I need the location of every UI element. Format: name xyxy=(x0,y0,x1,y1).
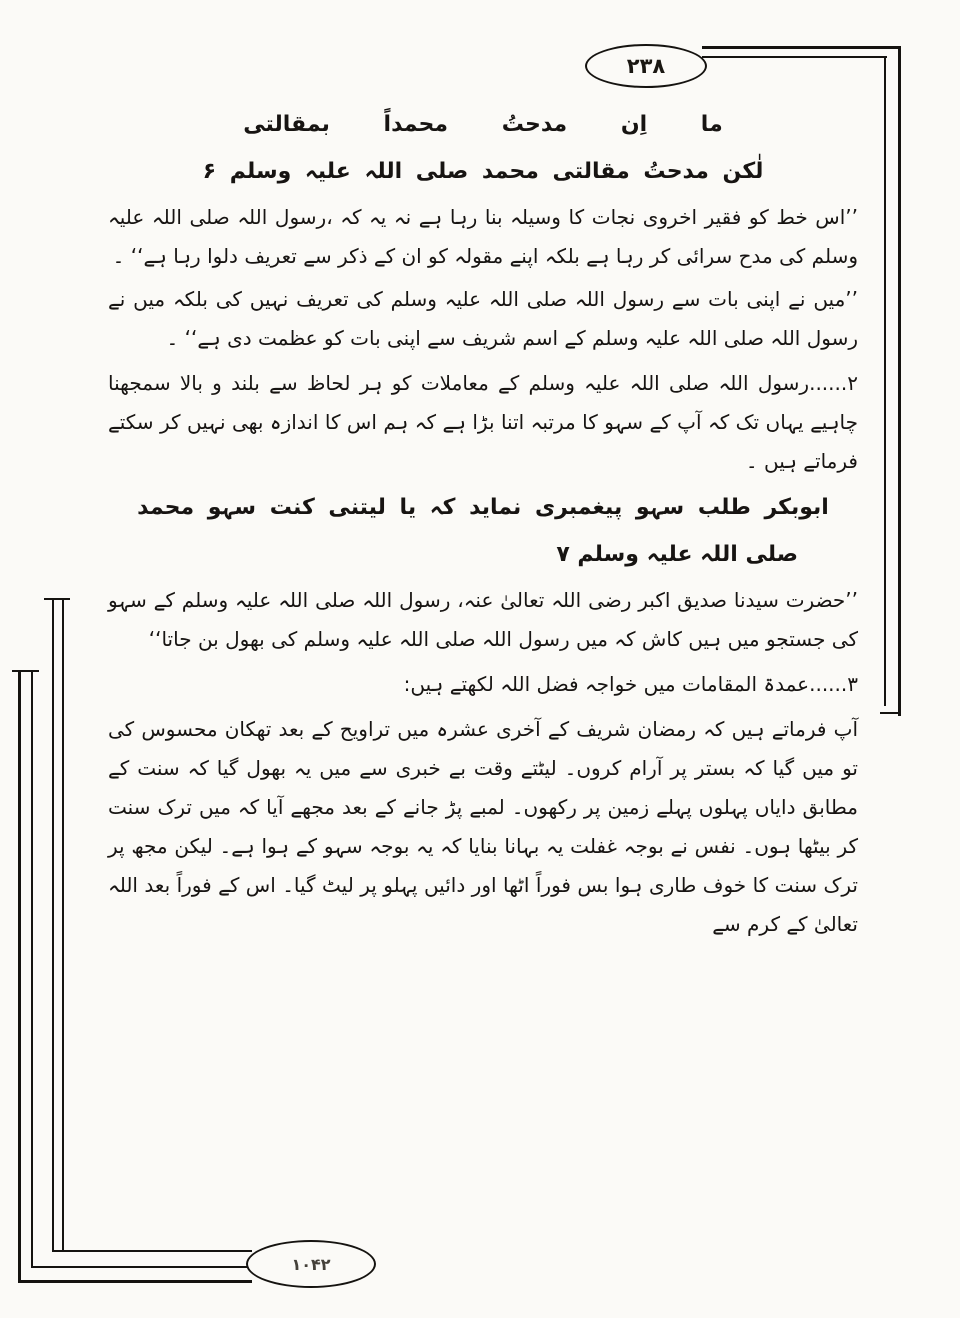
frame-top-line-inner xyxy=(702,56,887,58)
frame-left-inner-line-2 xyxy=(62,600,64,1252)
bottom-ornament-number: ۱۰۴۲ xyxy=(291,1254,331,1274)
frame-left-outer-top-cap xyxy=(12,670,39,672)
quote-paragraph-3: ’’حضرت سیدنا صدیق اکبر رضی اللہ تعالیٰ عنہ، رسول اللہ صلی اللہ علیہ وسلم کے سہو کی جستجو میں ہیں کاش کہ میں رسول اللہ صلی اللہ علیہ وسلم کی بھول بن جاتا‘‘ xyxy=(108,587,858,651)
verse1-line1: ما اِن مدحتُ محمداً بمقالتی xyxy=(243,112,723,137)
page-number-cartouche xyxy=(585,44,707,88)
frame-right-line-inner xyxy=(884,56,886,706)
frame-right-end-cap xyxy=(880,712,901,714)
quote-paragraph-2: ’’میں نے اپنی بات سے رسول اللہ صلی اللہ علیہ وسلم کی تعریف نہیں کی بلکہ میں نے رسول اللہ صلی اللہ علیہ وسلم کے اسم شریف سے اپنی بات کو عظمت دی ہے‘‘ ۔ xyxy=(108,286,858,350)
numbered-item-2: ۲......رسول اللہ صلی اللہ علیہ وسلم کے معاملات کو ہر لحاظ سے بلند و بالا سمجھنا چاہیے یہاں تک کہ آپ کے سہو کا مرتبہ اتنا بڑا ہے کہ ہم اس کا اندازہ بھی نہیں کر سکتے فرماتے ہیں ۔ xyxy=(108,370,858,473)
verse2-line1: ابوبکر طلب سہو پیغمبری نماید کہ یا لیتنی کنت سہو محمد xyxy=(137,494,829,520)
final-paragraph: آپ فرماتے ہیں کہ رمضان شریف کے آخری عشرہ میں تراویح کے بعد تھکان محسوس کی تو میں گیا کہ بستر پر آرام کروں۔ لیٹتے وقت بے خبری سے میں یہ بھول گیا کہ سنت کے مطابق دایاں پہلوں پہلے زمین پر رکھوں۔ لمبے پڑ جانے کے بعد مجھے آیا کہ میں ترک سنت کر بیٹھا ہوں۔ نفس نے بوجہ غفلت یہ بہانا بنایا کہ یہ بوجہ سہو کے ہوا ہے۔ لیکن مجھ پر ترک سنت کا خوف طاری ہوا بس فوراً اٹھا اور دائیں پہلو پر لیٹ گیا۔ اس کے فوراً بعد اللہ تعالیٰ کے کرم سے xyxy=(108,716,858,936)
verse1-line2: لٰکن مدحتُ مقالتی محمد صلی اللہ علیہ وسلم ۶ xyxy=(202,158,764,184)
bottom-ornament-cartouche xyxy=(246,1240,376,1288)
numbered-item-3-heading: ۳......عمدۃ المقامات میں خواجہ فضل اللہ لکھتے ہیں: xyxy=(403,671,858,696)
frame-top-line-outer xyxy=(702,46,901,49)
frame-left-outer-line-2 xyxy=(31,672,33,1268)
frame-left-inner-top-cap xyxy=(44,598,70,600)
frame-bottom-line-middle xyxy=(31,1266,252,1268)
frame-bottom-line-outer xyxy=(18,1280,252,1283)
verse2-line2: صلی اللہ علیہ وسلم ۷ xyxy=(556,541,798,567)
frame-bottom-line-inner xyxy=(54,1250,252,1252)
page-text xyxy=(108,104,858,950)
frame-left-inner-line-1 xyxy=(52,600,54,1252)
quote-paragraph-1: ’’اس خط کو فقیر اخروی نجات کا وسیلہ بنا رہا ہے نہ یہ کہ ،رسول اللہ صلی اللہ علیہ وسلم کی مدح سرائی کر رہا ہے بلکہ اپنے مقولہ کو ان کے ذکر سے تعریف دلوا رہا ہے‘‘ ۔ xyxy=(108,204,858,268)
frame-left-outer-line-1 xyxy=(18,672,21,1282)
frame-right-line-outer xyxy=(898,46,901,716)
page-number: ۲۳۸ xyxy=(626,54,666,78)
